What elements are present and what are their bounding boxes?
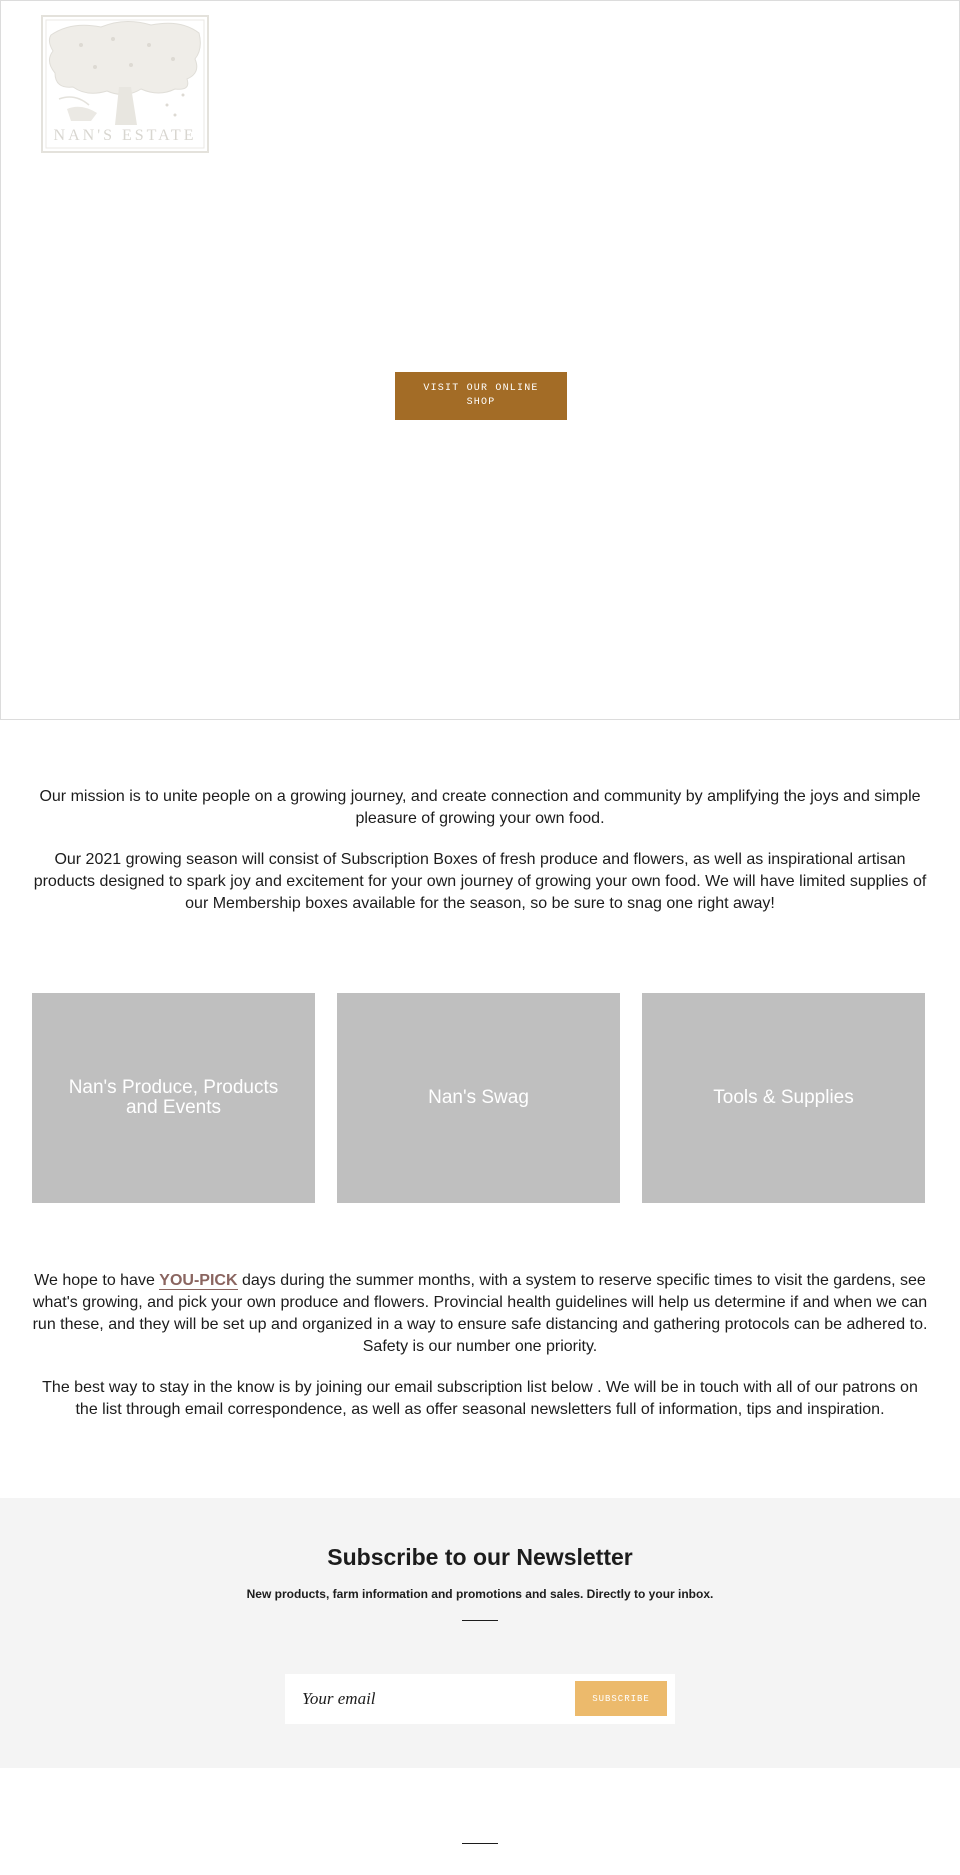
you-pick-text-start: We hope to have	[34, 1272, 160, 1289]
nans-estate-logo[interactable]	[41, 15, 209, 153]
footer-divider	[462, 1843, 498, 1844]
newsletter-title: Subscribe to our Newsletter	[327, 1544, 633, 1570]
newsletter-divider	[462, 1620, 498, 1621]
collection-tile-swag[interactable]	[337, 993, 620, 1203]
hero-section	[0, 0, 960, 720]
you-pick-paragraph	[30, 1270, 930, 1358]
collection-tile-produce[interactable]	[32, 993, 315, 1203]
stay-informed-paragraph: The best way to stay in the know is by joining our email subscription list below . We will be in touch with all of our patrons on the list through email correspondence, as well as offer seasonal newsletters full of information, tips and inspiration.	[42, 1379, 918, 1418]
subscribe-button[interactable]: SUBSCRIBE	[575, 1681, 667, 1716]
you-pick-text-end: days during the summer months, with a system to reserve specific times to visit the gardens, see what's growing, and pick your own produce and flowers. Provincial health guidelines will help us determine if and when we can run these, and they will be set up and organized in a way to ensure safe distancing and gathering protocols can be adhered to. Safety is our number one priority.	[32, 1272, 928, 1355]
you-pick-link[interactable]: YOU-PICK	[159, 1272, 238, 1289]
mission-statement: Our mission is to unite people on a growing journey, and create connection and community by amplifying the joys and simple pleasure of growing your own food.	[39, 788, 921, 827]
collection-tile-tools[interactable]	[642, 993, 925, 1203]
email-input[interactable]	[295, 1680, 565, 1718]
visit-online-shop-button[interactable]: VISIT OUR ONLINE SHOP	[395, 372, 567, 420]
newsletter-subtitle: New products, farm information and promotions and sales. Directly to your inbox.	[246, 1587, 714, 1601]
collection-tile-label: Nan's Produce, Products and Events	[68, 1077, 279, 1118]
collection-tile-label: Tools & Supplies	[713, 1087, 854, 1108]
season-description: Our 2021 growing season will consist of Subscription Boxes of fresh produce and flowers, as well as inspirational artisan products designed to spark joy and excitement for your own journey of growing your own food. We will have limited supplies of our Membership boxes available for the season, so be sure to snag one right away!	[33, 851, 927, 912]
collection-tile-label: Nan's Swag	[428, 1087, 529, 1108]
newsletter-section	[0, 1498, 960, 1768]
logo-wordmark: NAN'S ESTATE	[53, 127, 197, 144]
newsletter-form	[285, 1674, 675, 1724]
